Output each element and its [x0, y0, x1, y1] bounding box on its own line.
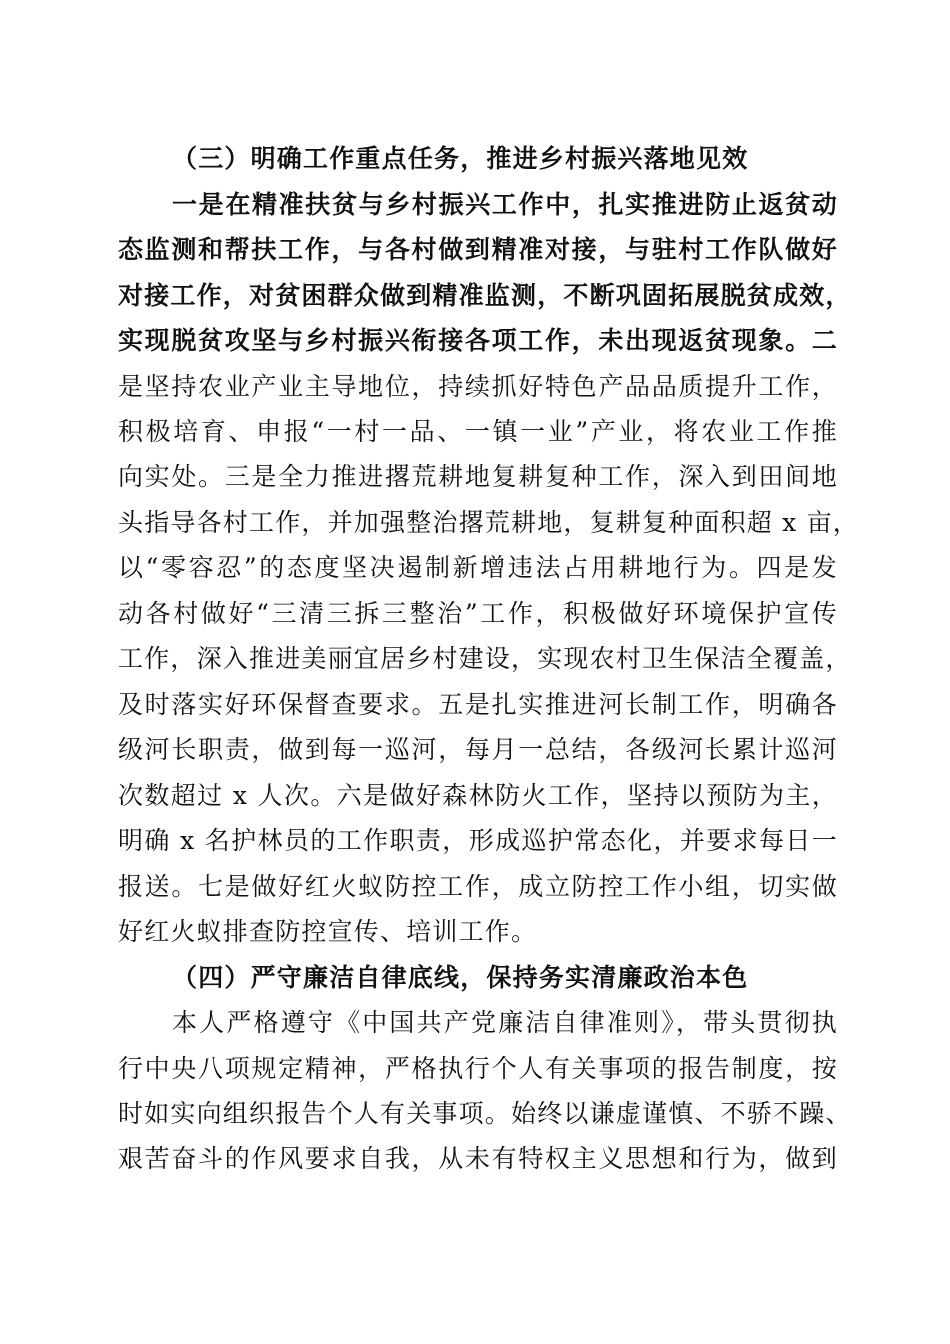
- section-heading-3: （三）明确工作重点任务，推进乡村振兴落地见效: [172, 144, 749, 173]
- paragraph-line: 工作，深入推进美丽宜居乡村建设，实现农村卫生保洁全覆盖，: [118, 644, 852, 673]
- paragraph-line: 及时落实好环保督查要求。五是扎实推进河长制工作，明确各: [118, 690, 838, 719]
- paragraph-line: 时如实向组织报告个人有关事项。始终以谦虚谨慎、不骄不躁、: [118, 1099, 852, 1128]
- paragraph-line: 实现脱贫攻坚与乡村振兴衔接各项工作，未出现返贫现象。二: [118, 326, 838, 355]
- paragraph-line: 向实处。三是全力推进撂荒耕地复耕复种工作，深入到田间地: [118, 462, 838, 491]
- paragraph-line: 积极培育、申报“一村一品、一镇一业”产业，将农业工作推: [118, 417, 838, 446]
- paragraph-line: 本人严格遵守《中国共产党廉洁自律准则》，带头贯彻执: [172, 1008, 838, 1037]
- paragraph-line: 头指导各村工作，并加强整治撂荒耕地，复耕复种面积超 x 亩，: [118, 508, 859, 537]
- paragraph-line: 态监测和帮扶工作，与各村做到精准对接，与驻村工作队做好: [118, 235, 838, 264]
- paragraph-line: 好红火蚁排查防控宣传、培训工作。: [118, 917, 538, 946]
- paragraph-line: 艰苦奋斗的作风要求自我，从未有特权主义思想和行为，做到: [118, 1144, 838, 1173]
- paragraph-line: 动各村做好“三清三拆三整治”工作，积极做好环境保护宣传: [118, 599, 838, 628]
- paragraph-line: 是坚持农业产业主导地位，持续抓好特色产品品质提升工作，: [118, 372, 838, 401]
- paragraph-line: 级河长职责，做到每一巡河，每月一总结，各级河长累计巡河: [118, 735, 838, 764]
- paragraph-line: 以“零容忍”的态度坚决遏制新增违法占用耕地行为。四是发: [118, 553, 838, 582]
- paragraph-line: 报送。七是做好红火蚁防控工作，成立防控工作小组，切实做: [118, 872, 838, 901]
- paragraph-line: 行中央八项规定精神，严格执行个人有关事项的报告制度，按: [118, 1054, 838, 1083]
- paragraph-line: 明确 x 名护林员的工作职责，形成巡护常态化，并要求每日一: [118, 826, 838, 855]
- paragraph-line: 对接工作，对贫困群众做到精准监测，不断巩固拓展脱贫成效，: [118, 281, 852, 310]
- paragraph-line: 次数超过 x 人次。六是做好森林防火工作，坚持以预防为主，: [118, 781, 838, 810]
- section-heading-4: （四）严守廉洁自律底线，保持务实清廉政治本色: [172, 963, 749, 992]
- paragraph-line: 一是在精准扶贫与乡村振兴工作中，扎实推进防止返贫动: [172, 190, 838, 219]
